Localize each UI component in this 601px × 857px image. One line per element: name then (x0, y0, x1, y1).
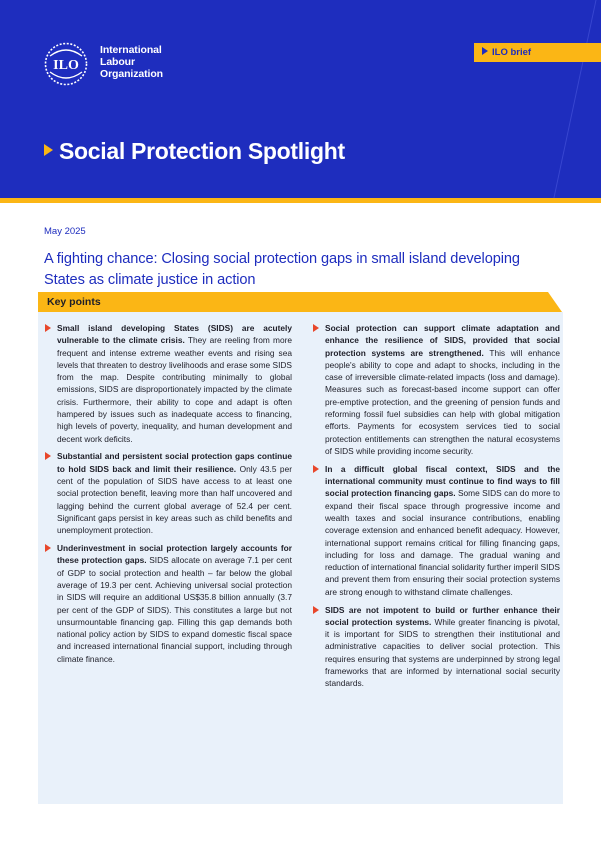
key-point-lead: In a difficult global fiscal context, SIDS and the international community must continue to find ways to fill social protection financing gaps. (325, 463, 560, 499)
key-point-lead: Underinvestment in social protection largely accounts for these protection gaps. (57, 543, 292, 566)
key-point-item (325, 604, 560, 690)
key-point-text: Only 43.5 per cent of the population of SIDS have access to at least one social protection benefit, leaving more than half uncovered and lagging behind the current global average of 52.4 per cent. Significant gaps persist in key areas such as child benefits and unemployment protection. (57, 463, 292, 536)
logo-text: ILO (53, 58, 79, 73)
key-point-text: They are reeling from more frequent and intense extreme weather events and rising sea levels that threaten to destroy livelihoods and erase some SIDS from the map. Despite contributing minimally to global emissions, SIDS are disproportionately impacted by the climate crisis. Furthermore, their ability to cope and adapt is often hampered by issues such as inadequate access to financing, high levels of poverty, inequality, and human development and decent work deficits. (57, 335, 293, 444)
page-title: A fighting chance: Closing social protection gaps in small island developing States as climate justice in action (44, 251, 520, 288)
key-points-label: Key points (47, 296, 101, 308)
key-point-text: While greater financing is pivotal, it is important for SIDS to strengthen their institutional and administrative capacities to deliver social protection. This requires ensuring that systems are underpinned by strong legal frameworks that are informed by international social security standards. (325, 616, 560, 689)
series-title (44, 138, 345, 165)
header-banner (0, 0, 601, 198)
key-points-left-column (57, 322, 292, 671)
org-name-line: Organization (100, 68, 163, 80)
brief-tag (474, 43, 601, 62)
triangle-bullet-icon (45, 544, 51, 552)
triangle-bullet-icon (482, 47, 488, 55)
key-point-text: Some SIDS can do more to expand their fiscal space through progressive income and wealth taxes and social insurance contributions, enabling coverage extension and enhanced benefit adequacy. However, international support remains critical for filling financing gaps, including for loss and damage. The gradual waning and reduction of international financial solidarity further imperil SIDS and prevent them from ensuring their social protection systems are strong enough to withstand climate challenges. (325, 488, 560, 597)
ilo-logo-icon (44, 42, 88, 86)
triangle-bullet-icon (313, 324, 319, 332)
org-name-line: International (100, 44, 162, 56)
triangle-bullet-icon (313, 606, 319, 614)
org-name (100, 44, 163, 80)
key-point-lead: Social protection can support climate adaptation and enhance the resilience of SIDS, provided that social protection systems are strengthened. (325, 323, 560, 358)
key-point-item (57, 542, 292, 665)
triangle-bullet-icon (45, 324, 51, 332)
key-point-lead: SIDS are not impotent to build or further enhance their social protection systems. (325, 604, 560, 627)
triangle-bullet-icon (313, 465, 319, 473)
org-name-line: Labour (100, 56, 135, 68)
triangle-bullet-icon (44, 144, 53, 156)
key-point-lead: Substantial and persistent social protection gaps continue to hold SIDS back and limit their resilience. (57, 451, 292, 474)
publication-date: May 2025 (44, 226, 86, 237)
series-title-text: Social Protection Spotlight (59, 138, 345, 164)
key-point-item (325, 322, 560, 457)
key-point-item (57, 450, 292, 536)
key-point-lead: Small island developing States (SIDS) are acutely vulnerable to the climate crisis. (57, 323, 292, 346)
triangle-bullet-icon (45, 452, 51, 460)
key-point-text: SIDS allocate on average 7.1 per cent of GDP to social protection and health – far below the global average of 19.3 per cent. Achieving universal social protection in SIDS will require an additional US$35.8 billion annually (3.7 per cent of the GDP of SIDS). This constitutes a large but not unsurmountable financing gap. Filling this gap demands both national policy action by SIDS to expand domestic fiscal space and increased international financial support, including through climate finance. (57, 555, 292, 664)
header-divider (0, 198, 601, 203)
brief-tag-label: ILO brief (492, 47, 532, 58)
key-point-text: This will enhance people's ability to cope and adapt to shocks, including in the case of irreversible climate-related impacts (loss and damage). Measures such as forecast-based income support can offer pre-emptive protection, and the greening of pension funds and reforming fossil fuel subsidies can help with global mitigation efforts. Payments for ecosystem services tied to social protection entitlements can strengthen the natural ecosystems of SIDS while providing income security. (325, 347, 561, 456)
header-diagonal-edge (544, 0, 601, 198)
key-points-header-bar (38, 292, 562, 312)
key-point-item (57, 322, 292, 445)
key-point-item (325, 463, 560, 598)
key-points-right-column (325, 322, 560, 695)
